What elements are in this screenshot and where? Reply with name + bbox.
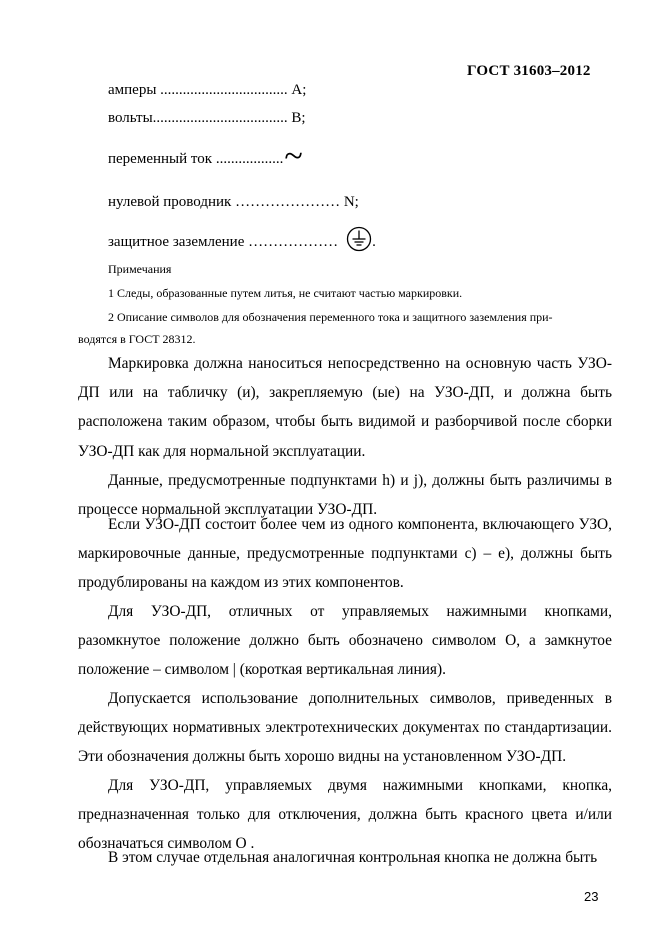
symbol-trailing: . [372, 234, 376, 250]
protective-earth-icon [346, 226, 372, 257]
leader-dots: .................. [212, 151, 284, 167]
paragraph-subitems-h-j: Данные, предусмотренные подпунктами h) и j), должны быть различимы в процессе нормальной эксплуатации УЗО-ДП. [78, 472, 612, 519]
note-2-line-1: 2 Описание символов для обозначения переменного тока и защитного заземления при- [108, 310, 553, 324]
paragraph-additional-symbols: Допускается использование дополнительных символов, приведенных в действующих нормативных электротехнических документах по стандартизации. Эти обозначения должны быть хорошо видны на установленном УЗО-ДП. [78, 690, 612, 766]
page-number: 23 [584, 889, 599, 904]
symbol-line-alternating-current [108, 140, 303, 174]
standard-number: ГОСТ 31603–2012 [467, 63, 591, 79]
leader-dots: ……………… [244, 234, 339, 250]
symbol-line-amperes [108, 82, 306, 99]
symbol-value: A; [287, 82, 307, 98]
symbol-line-neutral [108, 194, 359, 211]
paragraph-test-button: В этом случае отдельная аналогичная контрольная кнопка не должна быть [108, 849, 598, 866]
leader-dots: ………………… [231, 194, 341, 210]
symbol-line-volts [108, 110, 306, 127]
tilde-symbol: ~ [284, 138, 303, 175]
symbol-label: нулевой проводник [108, 194, 232, 210]
symbol-line-protective-earth [108, 226, 376, 257]
notes-heading: Примечания [108, 262, 172, 276]
symbol-label: переменный ток [108, 151, 213, 167]
symbol-value: B; [287, 110, 306, 126]
paragraph-multiple-components: Если УЗО-ДП состоит более чем из одного компонента, включающего УЗО, маркировочные данные, предусмотренные подпунктами c) – e), должны быть продублированы на каждом из этих компонентов. [78, 516, 612, 592]
paragraph-open-closed-symbols: Для УЗО-ДП, отличных от управляемых нажимными кнопками, разомкнутое положение должно быть обозначено символом O, а замкнутое положение – символом | (короткая вертикальная линия). [78, 603, 612, 679]
symbol-label: защитное заземление [108, 234, 245, 250]
symbol-label: вольты [108, 110, 153, 126]
symbol-label: амперы [108, 82, 157, 98]
paragraph-marking-placement: Маркировка должна наноситься непосредственно на основную часть УЗО-ДП или на табличку (и), закрепляемую (ые) на УЗО-ДП, и должна быть расположена таким образом, чтобы быть видимой и разборчивой после сборки УЗО-ДП как для нормальной эксплуатации. [78, 355, 612, 460]
leader-dots: .................................. [156, 82, 288, 98]
note-2-line-2: водятся в ГОСТ 28312. [78, 332, 196, 346]
note-1: 1 Следы, образованные путем литья, не считают частью маркировки. [108, 286, 463, 300]
leader-dots: .................................... [152, 110, 288, 126]
paragraph-push-buttons: Для УЗО-ДП, управляемых двумя нажимными кнопками, кнопка, предназначенная только для отключения, должна быть красного цвета и/или обозначаться символом O . [78, 777, 612, 853]
symbol-value: N; [340, 194, 359, 210]
